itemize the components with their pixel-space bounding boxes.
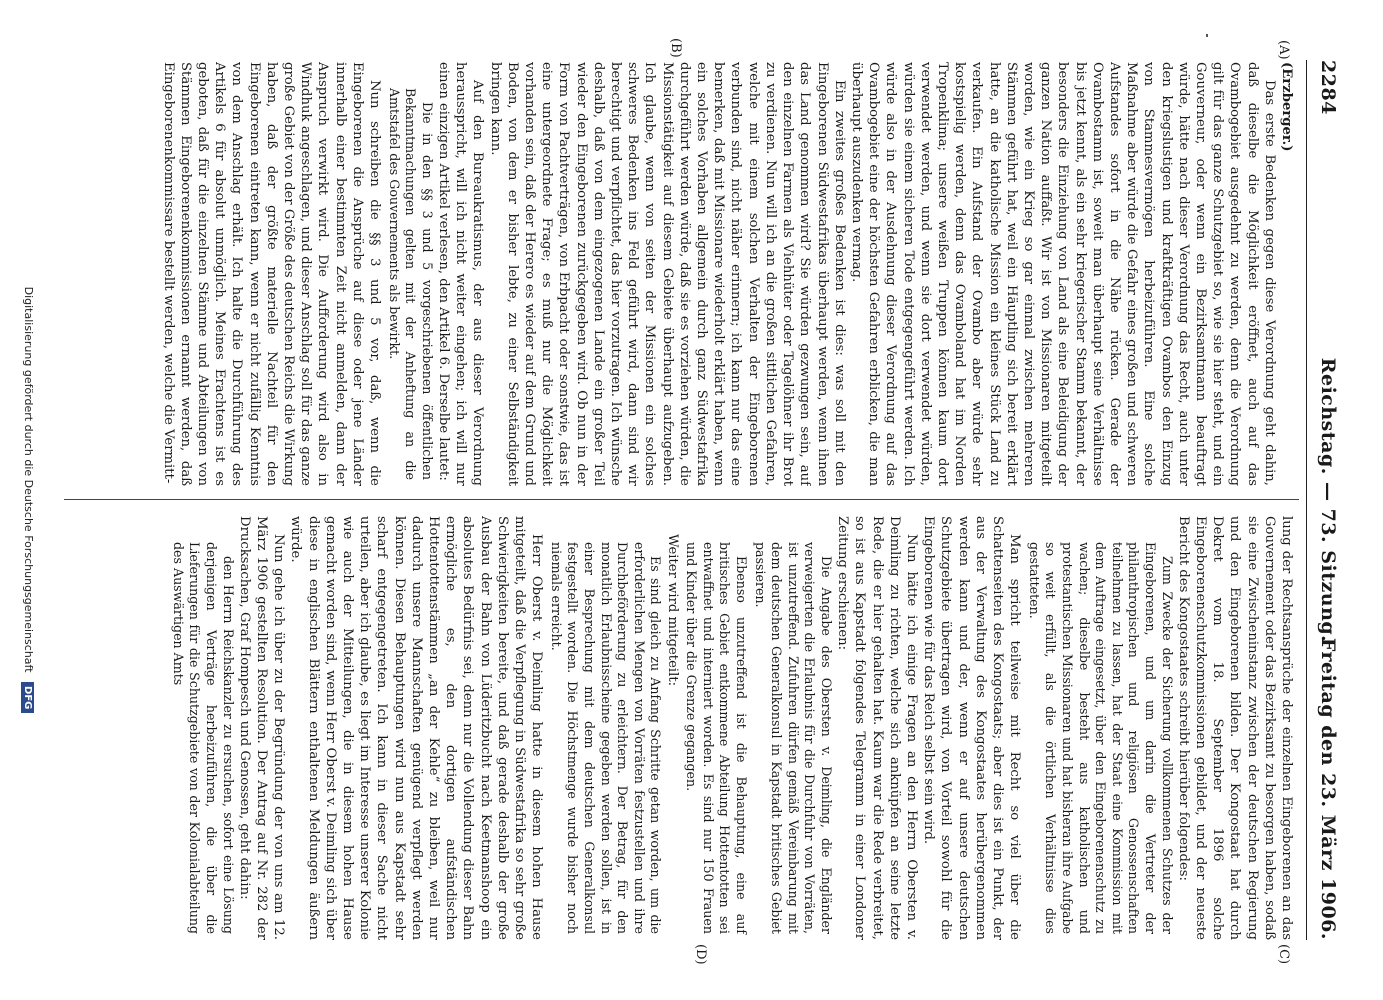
quoted-text: Ebenso unzutreffend ist die Behauptung, eine auf britisches Gebiet entkommene Abteilung Hottentotten sei entwaffnet und interniert worden. Es sind nur 150 Frauen und Kinder über die Grenze gegangen.: [684, 542, 750, 934]
quoted-text: Zum Zwecke der Sicherung vollkommenen Schutzes der Eingeborenen, und um darin die Vertreter der philanthropischen und religiösen Genossenschaften teilnehmen zu lassen, hat der Staat eine Kommission mit dem Auftrage eingesetzt, über den Eingeborenenschutz zu wachen; dieselbe besteht aus katholischen und protestantischen Missionaren und hat bisheran ihre Aufgabe so weit erfüllt, als die örtlichen Verhältnisse dies gestatteten.: [1026, 542, 1175, 934]
scan-speck: [1206, 34, 1208, 37]
paragraph: Nun schreiben die §§ 3 und 5 vor, daß, wenn die Eingeborenen die Ansprüche auf diese oder jene Länder innerhalb einer bestimmten Zeit nicht anmelden, dann der Anspruch verwirkt wird. Die Aufforderung wird also in Windhuk angeschlagen, und dieser Anschlag soll für das ganze große Gebiet von der Größe des deutschen Reichs die Wirkung haben, daß der größte materielle Nachteil für den Eingeborenen eintreten kann, wenn er nicht zufällig Kenntnis von dem Anschlag erhält. Ich halte die Durchführung des Artikels 6 für absolut unmöglich. Meines Erachtens ist es geboten, daß für die einzelnen Stämme und Abteilungen von Stämmen Eingeborenenkommissionen ernannt werden, daß Eingeborenenkommissare bestellt werden, welche die Vermitt-: [160, 62, 383, 486]
page-number: 2284: [1317, 60, 1339, 115]
page-header: [1309, 60, 1343, 940]
session-date: Freitag den 23. März 1906.: [1317, 637, 1339, 940]
paragraph: Nun gehe ich über zu der Begründung der von uns am 12. März 1906 gestellten Resolution. Der Antrag auf Nr. 282 der Drucksachen, Graf Hompesch und Genossen, geht dahin:: [236, 516, 287, 940]
column-divider: [64, 499, 1299, 500]
quoted-text: Die in den §§ 3 und 5 vorgeschriebenen öffentlichen Bekanntmachungen gelten mit der Anheftung an die Amtstafel des Gouvernements als bewirkt.: [386, 88, 435, 480]
paragraph: Das erste Bedenken gegen diese Verordnung geht dahin, daß dieselbe die Möglichkeit eröffnet, auch auf das Ovambogebiet ausgedehnt zu werden, denn die Verordnung gilt für das ganze Schutzgebiet so, wie sie hier steht, und ein Gouverneur, oder wenn ein Bezirksamtmann beauftragt würde, hätte nach dieser Verordnung das Recht, auch unter den kriegslustigen und kraftkräftigen Ovambos den Einzug von Stammesvermögen herbeizuführen. Eine solche Maßnahme aber würde die Gefahr eines großen und schweren Aufstandes sofort in die Nähe rücken. Gerade der Ovambostamm ist, soweit man überhaupt seine Verhältnisse bis jetzt kennt, als ein sehr kriegerischer Stamm bekannt, der besonders die Einziehung von Land als eine Beleidigung der ganzen Nation auffaßt. Wir ist von Missionaren mitgeteilt worden, wie ein Krieg so gar einmal zwischen mehreren Stämmen geführt hat, weil ein Häuptling sich bereit erklärt hatte, an die katholische Mission ein kleines Stück Land zu verkaufen. Ein Aufstand der Ovambo aber würde sehr kostspielig werden, denn das Ovamboland hat im Norden Tropenklima; unsere weißen Truppen können kaum dort verwendet werden, und wenn sie dort verwendet würden, würden sie einem sicheren Tode entgegengeführt werden. Ich würde also in der Ausdehnung dieser Verordnung auf das Ovambogebiet eine der höchsten Gefahren erblicken, die man überhaupt auszudenken vermag.: [848, 62, 1277, 486]
paragraph: lung der Rechtsansprüche der einzelnen Eingeborenen an das Gouvernement oder das Bezirksamt zu besorgen haben, sodaß sie eine Zwischeninstanz zwischen der deutschen Regierung und den Eingeborenen bilden. Der Kongostaat hat durch Dekret vom 18. September 1896 solche Eingeborenenschutzkommissionen gebildet, und der neueste Bericht des Kongostaates schreibt hierüber folgendes:: [1175, 516, 1294, 940]
quoted-text: Die Angabe des Obersten v. Deimling, die Engländer verweigerten die Erlaubnis für die Durchfuhr von Vorräten, ist unzutreffend. Zufuhren dürfen gemäß Vereinbarung mit dem deutschen Generalkonsul in Kapstadt britisches Gebiet passieren.: [752, 542, 834, 934]
paragraph: Man spricht teilweise mit Recht so viel über die Schattenseiten des Kongostaats; aber dies ist ein Punkt, der aus der Verwaltung des Kongostaates herübergenommen werden kann und der, wenn er auf unsere deutschen Schutzgebiete übertragen wird, von Vorteil sowohl für die Eingeborenen wie für das Reich selbst sein wird.: [921, 516, 1023, 940]
header-rule: [1306, 60, 1307, 940]
paragraph: Weiter wird mitgeteilt:: [664, 534, 680, 687]
paragraph: Herr Oberst v. Deimling hatte in diesem hohen Hause mitgeteilt, daß die Verpflegung in Südwestafrika so sehr große Schwierigkeiten bereite, und daß gerade deshalb der große Ausbau der Bahn von Lüderitzbucht nach Keetmanshoop ein absolutes Bedürfnis sei, denn nur die Vollendung dieser Bahn ermögliche es, den dortigen aufständischen Hottentottenstämmen „an der Kehle“ zu bleiben, weil nur dadurch unsere Mannschaften genügend verpflegt werden können. Diesen Behauptungen wird nun aus Kapstadt sehr scharf entgegengetreten. Ich kann in dieser Sache nicht urteilen, aber ich glaube, es liegt im Interesse unserer Kolonie wie auch der Mitteilungen, die in diesem hohen Hause gemacht worden sind, wenn Herr Oberst v. Deimling sich über diese in englischen Blättern enthaltenen Meldungen äußern würde.: [288, 516, 545, 940]
paragraph: Nun hätte ich einige Fragen an den Herrn Obersten v. Deimling zu richten, welche sich anknüpfen an seine letzte Rede, die er hier gehalten hat. Kaum war die Rede verbreitet, so ist aus Kapstadt folgendes Telegramm in einer Londoner Zeitung erschienen:: [835, 516, 920, 940]
page-title: Reichstag. — 73. Sitzung.: [1317, 357, 1339, 643]
digitization-credit: [7, 0, 35, 1000]
dfg-logo: DFG: [22, 682, 35, 713]
margin-letter-a: (A): [1276, 40, 1291, 60]
left-column: [70, 62, 1295, 486]
credit-text: Digitalisierung gefördert durch die Deutsche Forschungsgemeinschaft: [22, 286, 35, 673]
margin-letter-c: (C): [1276, 944, 1291, 965]
quoted-text: Es sind gleich zu Anfang Schritte getan worden, um die erforderlichen Mengen von Vorräten festzustellen und ihre Durchbeförderung zu erleichtern. Der Betrag, für den monatlich Erlaubnisscheine gegeben werden sollen, ist in einer Besprechung mit dem deutschen Generalkonsul festgestellt worden. Die Höchstmenge wurde bisher noch niemals erreicht.: [548, 542, 664, 934]
quoted-text: den Herrn Reichskanzler zu ersuchen, sofort eine Lösung derjenigen Verträge herbeizuführen, die über die Lieferungen für die Schutzgebiete von der Kolonialabteilung des Auswärtigen Amts: [170, 542, 236, 934]
margin-letter-d: (D): [693, 944, 708, 965]
paragraph: Auf den Bureaukratismus, der aus dieser Verordnung herausspricht, will ich nicht weiter eingehen; ich will nur einen einzigen Artikel verlesen, den Artikel 6. Derselbe lautet:: [436, 62, 486, 486]
right-column: [70, 516, 1295, 940]
margin-letter-b: (B): [668, 38, 683, 58]
paragraph: Ein zweites großes Bedenken ist dies: was soll mit den Eingeborenen Südwestafrikas überhaupt werden, wenn ihnen das Land genommen wird? Sie würden gezwungen sein, auf den einzelnen Farmen als Viehhüter oder Tagelöhner ihr Brot zu verdienen. Nun will ich an die großen sittlichen Gefahren, welche mit einem solchen Verhalten der Eingeborenen verbunden sind, nicht näher erinnern; ich kann nur das eine bemerken, daß mit Missionare wiederholt erklärt haben, wenn ein solches Vorhaben allgemein durch ganz Südwestafrika durchgeführt werden würde, daß sie es vorziehen würden, die Missionstätigkeit auf diesem Gebiete überhaupt aufzugeben. Ich glaube, wenn von seiten der Missionen ein solches schweres Bedenken ins Feld geführt wird, dann sind wir berechtigt und verpflichtet, das hier vorzutragen. Ich wünsche deshalb, daß von dem eingezogenen Lande ein großer Teil wieder den Eingeborenen zurückgegeben wird. Ob nun in der Form von Pachtverträgen, von Erbpacht oder sonstwie, das ist eine untergeordnete Frage; es muß nur die Möglichkeit vorhanden sein, daß der Herero es wieder auf dem Grund und Boden, von dem er bisher lebte, zu einer Selbständigkeit bringen kann.: [487, 62, 847, 486]
speaker-name: (Erzberger.): [1279, 62, 1294, 152]
